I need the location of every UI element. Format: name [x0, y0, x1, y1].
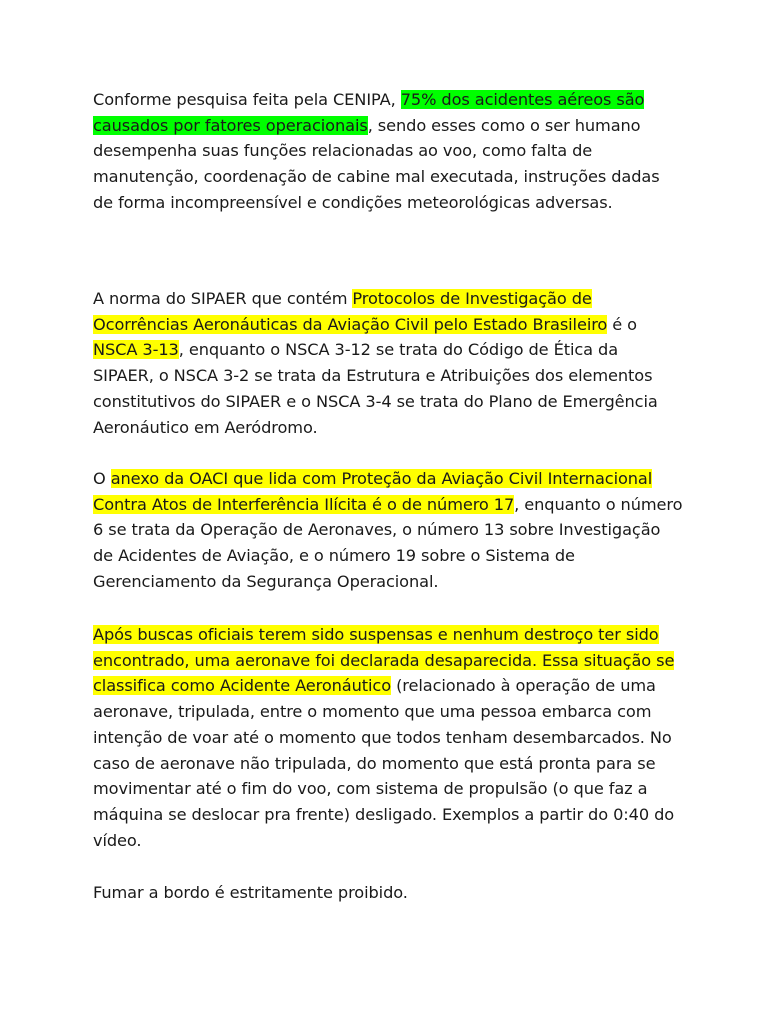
paragraph-text: Conforme pesquisa feita pela CENIPA, — [93, 90, 401, 109]
paragraph-text: O — [93, 469, 111, 488]
paragraph-text: A norma do SIPAER que contém — [93, 289, 353, 308]
paragraph-text: , enquanto o NSCA 3-12 se trata do Código de Ética da SIPAER, o NSCA 3-2 se trata da Estrutura e Atribuições dos elementos constitutivos do SIPAER e o NSCA 3-4 se trata do Plano de Emergência Aeronáutico em Aeródromo. — [93, 340, 658, 437]
highlighted-text: anexo da OACI que lida com Proteção da Aviação Civil Internacional Contra Atos de Interferência Ilícita é o de número 17 — [93, 469, 653, 514]
paragraph-text: Fumar a bordo é estritamente proibido. — [93, 883, 408, 902]
paragraph-text: é o — [607, 314, 637, 334]
paragraph-oaci — [93, 466, 683, 595]
highlighted-text: 75% dos acidentes aéreos são causados por fatores operacionais — [93, 90, 645, 135]
paragraph-acidente — [93, 622, 683, 853]
paragraph-cenipa — [93, 87, 683, 216]
paragraph-text: (relacionado à operação de uma aeronave, tripulada, entre o momento que uma pessoa embarca com intenção de voar até o momento que todos tenham desembarcados. No caso de aeronave não tripulada, do momento que está pronta para se movimentar até o fim do voo, com sistema de propulsão (o que faz a máquina se deslocar pra frente) desligado. Exemplos a partir do 0:40 do vídeo. — [93, 676, 675, 850]
paragraph-sipaer — [93, 286, 683, 440]
highlighted-text: NSCA 3-13 — [93, 340, 179, 360]
highlighted-text: Protocolos de Investigação de Ocorrências Aeronáuticas da Aviação Civil pelo Estado Brasileiro — [93, 289, 608, 334]
paragraph-text: , enquanto o número 6 se trata da Operação de Aeronaves, o número 13 sobre Investigação de Acidentes de Aviação, e o número 19 sobre o Sistema de Gerenciamento da Segurança Operacional. — [93, 494, 683, 591]
paragraph-fumar — [93, 880, 683, 906]
paragraph-text: , sendo esses como o ser humano desempenha suas funções relacionadas ao voo, como falta de manutenção, coordenação de cabine mal executada, instruções dadas de forma incompreensível e condições meteorológicas adversas. — [93, 115, 660, 212]
highlighted-text: Após buscas oficiais terem sido suspensas e nenhum destroço ter sido encontrado, uma aeronave foi declarada desaparecida. Essa situação se classifica como Acidente Aeronáutico — [93, 625, 675, 696]
